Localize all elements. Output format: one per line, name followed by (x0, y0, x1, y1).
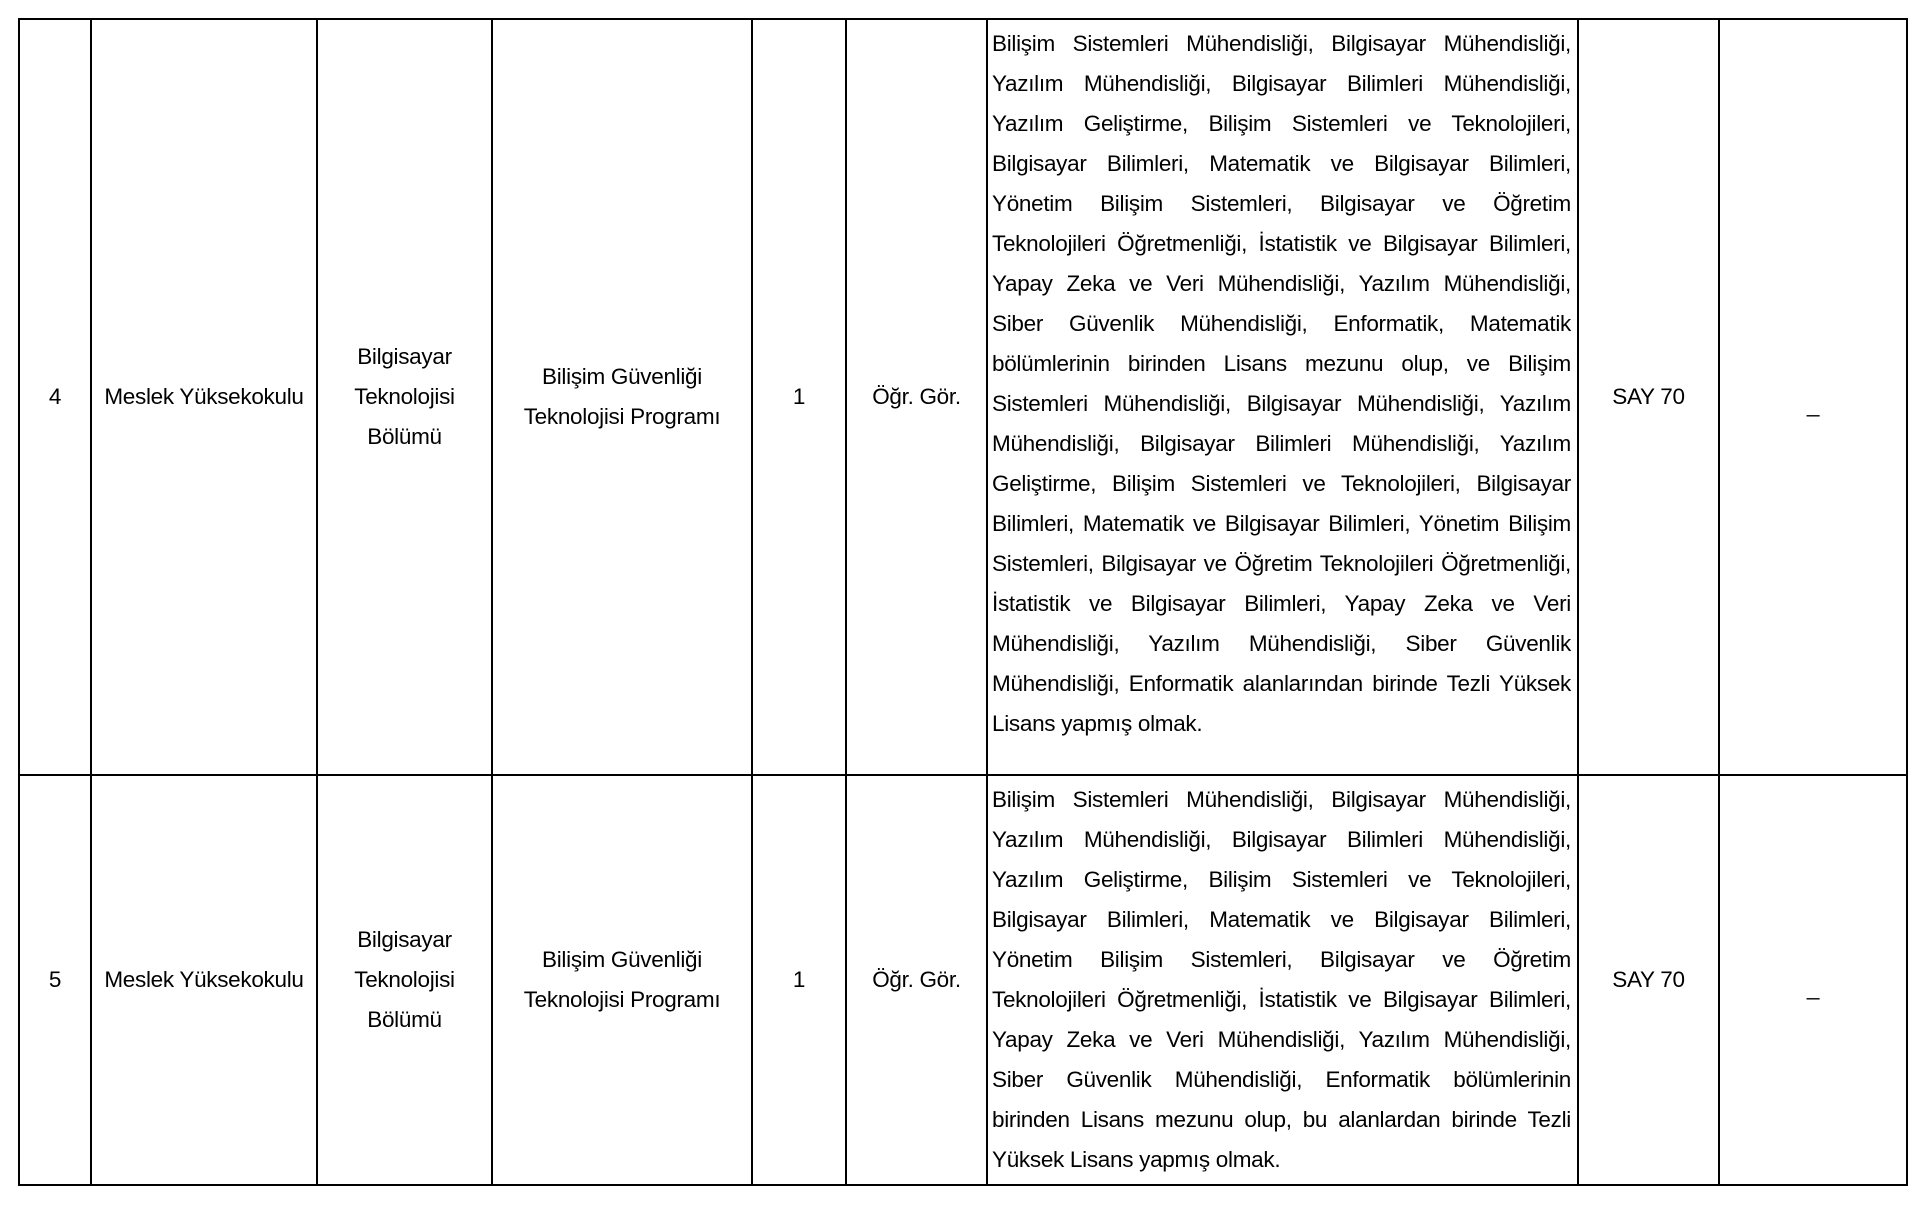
unit-cell: Meslek Yüksekokulu (91, 775, 317, 1185)
row-number: 4 (19, 19, 91, 775)
requirements-cell: Bilişim Sistemleri Mühendisliği, Bilgisayar Mühendisliği, Yazılım Mühendisliği, Bilgisayar Bilimleri Mühendisliği, Yazılım Geliştirme, Bilişim Sistemleri ve Teknolojileri, Bilgisayar Bilimleri, Matematik ve Bilgisayar Bilimleri, Yönetim Bilişim Sistemleri, Bilgisayar ve Öğretim Teknolojileri Öğretmenliği, İstatistik ve Bilgisayar Bilimleri, Yapay Zeka ve Veri Mühendisliği, Yazılım Mühendisliği, Siber Güvenlik Mühendisliği, Enformatik bölümlerinin birinden Lisans mezunu olup, bu alanlardan birinde Tezli Yüksek Lisans yapmış olmak. (987, 775, 1578, 1185)
note-dash: _ (1806, 392, 1820, 417)
program-cell (492, 19, 752, 775)
academic-title-cell: Öğr. Gör. (846, 19, 987, 775)
program-text: Bilişim Güvenliği Teknolojisi Programı (523, 364, 721, 429)
score-cell: SAY 70 (1578, 19, 1719, 775)
staff-requirements-table (18, 18, 1908, 1186)
note-cell (1719, 19, 1907, 775)
note-dash: _ (1806, 975, 1820, 1000)
department-cell (317, 19, 492, 775)
department-text: Bilgisayar Teknolojisi Bölümü (354, 927, 455, 1032)
position-count-cell: 1 (752, 775, 846, 1185)
position-count-cell: 1 (752, 19, 846, 775)
table-row (19, 775, 1907, 1185)
score-cell: SAY 70 (1578, 775, 1719, 1185)
note-cell (1719, 775, 1907, 1185)
program-text: Bilişim Güvenliği Teknolojisi Programı (523, 947, 721, 1012)
academic-title-cell: Öğr. Gör. (846, 775, 987, 1185)
table-row (19, 19, 1907, 775)
unit-cell: Meslek Yüksekokulu (91, 19, 317, 775)
department-cell (317, 775, 492, 1185)
row-number: 5 (19, 775, 91, 1185)
requirements-cell: Bilişim Sistemleri Mühendisliği, Bilgisayar Mühendisliği, Yazılım Mühendisliği, Bilgisayar Bilimleri Mühendisliği, Yazılım Geliştirme, Bilişim Sistemleri ve Teknolojileri, Bilgisayar Bilimleri, Matematik ve Bilgisayar Bilimleri, Yönetim Bilişim Sistemleri, Bilgisayar ve Öğretim Teknolojileri Öğretmenliği, İstatistik ve Bilgisayar Bilimleri, Yapay Zeka ve Veri Mühendisliği, Yazılım Mühendisliği, Siber Güvenlik Mühendisliği, Enformatik, Matematik bölümlerinin birinden Lisans mezunu olup, ve Bilişim Sistemleri Mühendisliği, Bilgisayar Mühendisliği, Yazılım Mühendisliği, Bilgisayar Bilimleri Mühendisliği, Yazılım Geliştirme, Bilişim Sistemleri ve Teknolojileri, Bilgisayar Bilimleri, Matematik ve Bilgisayar Bilimleri, Yönetim Bilişim Sistemleri, Bilgisayar ve Öğretim Teknolojileri Öğretmenliği, İstatistik ve Bilgisayar Bilimleri, Yapay Zeka ve Veri Mühendisliği, Yazılım Mühendisliği, Siber Güvenlik Mühendisliği, Enformatik alanlarından birinde Tezli Yüksek Lisans yapmış olmak. (987, 19, 1578, 775)
program-cell (492, 775, 752, 1185)
department-text: Bilgisayar Teknolojisi Bölümü (354, 344, 455, 449)
